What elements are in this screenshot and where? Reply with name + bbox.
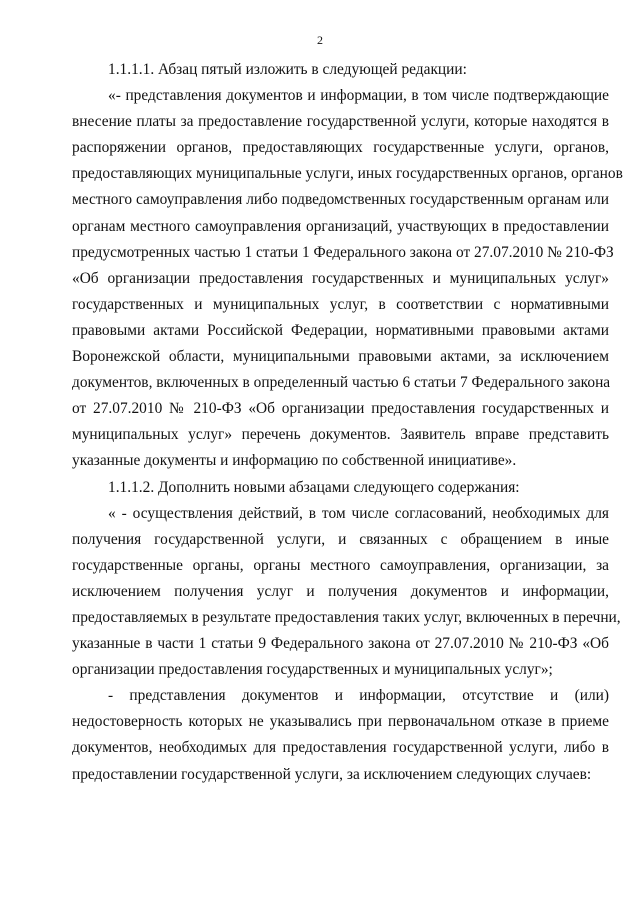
text-line: указанные в части 1 статьи 9 Федерального закона от 27.07.2010 № 210-ФЗ «Об [72,635,609,653]
text-line: Воронежской области, муниципальными правовыми актами, за исключением [72,348,609,366]
text-line: местного самоуправления либо подведомственных государственным органам или [72,191,609,209]
text-line: предусмотренных частью 1 статьи 1 Федерального закона от 27.07.2010 № 210-ФЗ [72,243,614,261]
text-line: предоставляемых в результате предоставления таких услуг, включенных в перечни, [72,608,621,626]
paragraph-heading: 1.1.1.2. Дополнить новыми абзацами следующего содержания: [108,478,520,496]
paragraph-heading: 1.1.1.1. Абзац пятый изложить в следующей редакции: [108,61,467,78]
text-line: «- представления документов и информации, в том числе подтверждающие [108,87,609,105]
text-line: государственные органы, органы местного самоуправления, организации, за [72,556,609,574]
text-line: «Об организации предоставления государственных и муниципальных услуг» [72,269,609,287]
text-line: муниципальных услуг» перечень документов. Заявитель вправе представить [72,426,609,444]
text-line: документов, необходимых для предоставления государственной услуги, либо в [72,739,609,757]
text-line: предоставляющих муниципальные услуги, иных государственных органов, органов [72,165,623,183]
text-line: документов, включенных в определенный частью 6 статьи 7 Федерального закона [72,374,611,392]
text-line: внесение платы за предоставление государственной услуги, которые находятся в [72,113,609,131]
text-line: недостоверность которых не указывались при первоначальном отказе в приеме [72,713,609,731]
text-line: органам местного самоуправления организаций, участвующих в предоставлении [72,217,609,235]
text-line: правовыми актами Российской Федерации, нормативными правовыми актами [72,321,609,339]
text-line: - представления документов и информации, отсутствие и (или) [108,687,609,705]
text-line: « - осуществления действий, в том числе согласований, необходимых для [108,504,609,522]
text-line: предоставлении государственной услуги, за исключением следующих случаев: [72,765,592,783]
text-line: получения государственной услуги, и связанных с обращением в иные [72,530,609,548]
document-body [72,57,623,788]
text-line: государственных и муниципальных услуг, в соответствии с нормативными [72,295,609,313]
text-line: от 27.07.2010 № 210-ФЗ «Об организации предоставления государственных и [72,400,609,418]
text-line: распоряжении органов, предоставляющих государственные услуги, органов, [72,139,609,157]
page-number: 2 [317,33,323,47]
text-line: организации предоставления государственных и муниципальных услуг»; [72,661,553,679]
text-line: исключением получения услуг и получения документов и информации, [72,582,609,600]
text-line: указанные документы и информацию по собственной инициативе». [72,452,517,470]
